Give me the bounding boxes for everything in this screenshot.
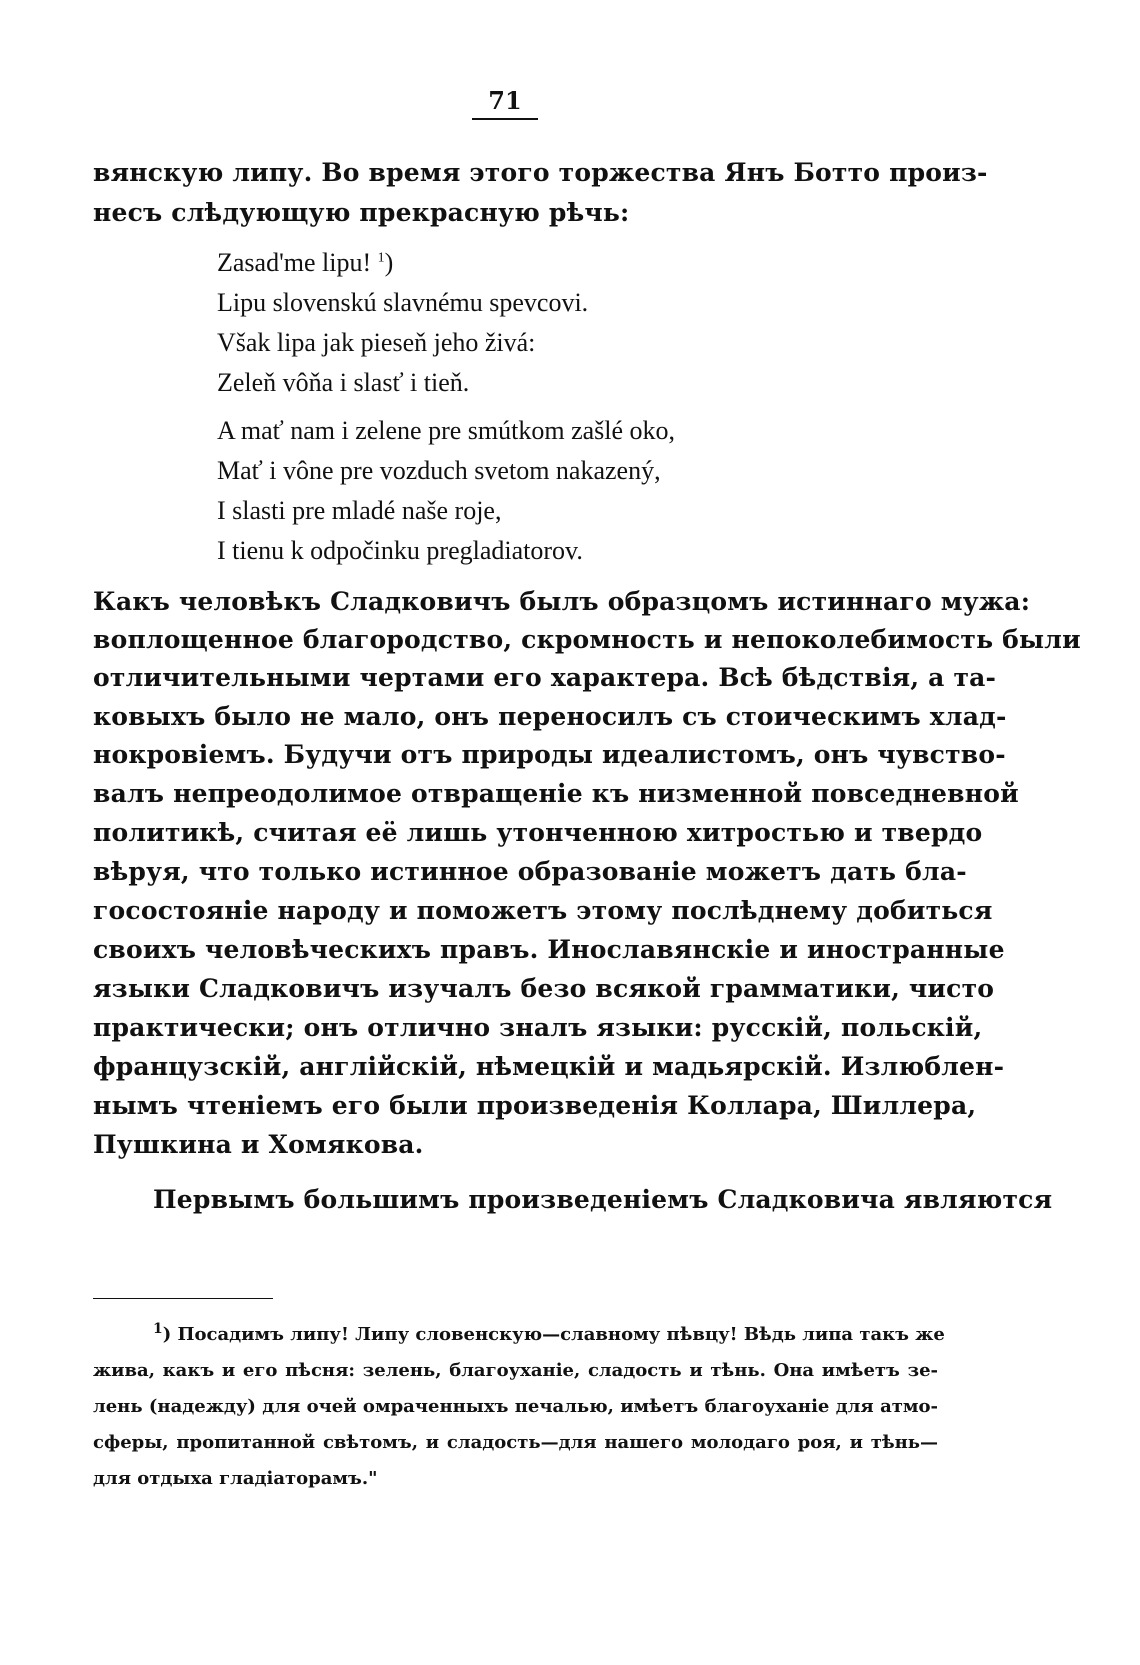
text-line: Пушкина и Хомякова. [93, 1130, 424, 1159]
text-line: языки Сладковичъ изучалъ безо всякой грамматики, чисто [93, 974, 995, 1003]
verse-line: Však lipa jak pieseň jeho živá: [217, 328, 536, 357]
footnote-line: лень (надежду) для очей омраченныхъ печалью, имѣетъ благоуханіе для атмо- [93, 1396, 938, 1417]
footnote-text: ) Посадимъ липу! Липу словенскую—славному пѣвцу! Вѣдь липа такъ же [162, 1324, 945, 1345]
text-line: французскій, англійскій, нѣмецкій и мадьярскій. Излюблен- [93, 1052, 1005, 1081]
text-line: валъ непреодолимое отвращеніе къ низменной повседневной [93, 779, 1019, 808]
text-line: госостояніе народу и поможетъ этому послѣднему добиться [93, 896, 993, 925]
text-line: своихъ человѣческихъ правъ. Инославянскіе и иностранные [93, 935, 1005, 964]
verse-line: A mať nam i zelene pre smútkom zašlé oko, [217, 416, 676, 445]
verse-line: Lipu slovenskú slavnému spevcovi. [217, 288, 589, 317]
verse-line [217, 243, 393, 283]
text-line: практически; онъ отлично зналъ языки: русскій, польскій, [93, 1013, 983, 1042]
page-number-rule [472, 118, 538, 120]
footnote-line [153, 1317, 945, 1353]
text-line: нокровіемъ. Будучи отъ природы идеалистомъ, онъ чувство- [93, 740, 1006, 769]
footnote-rule [93, 1298, 273, 1299]
text-line: нымъ чтеніемъ его были произведенія Коллара, Шиллера, [93, 1091, 977, 1120]
footnote-line: для отдыха гладіаторамъ." [93, 1468, 378, 1489]
verse-text: Zasad'me lipu! [217, 248, 378, 277]
verse-line: I tienu k odpočinku pregladiatorov. [217, 536, 583, 565]
footnote-line: жива, какъ и его пѣсня: зелень, благоуханіе, сладость и тѣнь. Она имѣетъ зе- [93, 1360, 938, 1381]
text-line: отличительными чертами его характера. Всѣ бѣдствія, а та- [93, 663, 997, 692]
text-line: ковыхъ было не мало, онъ переносилъ съ стоическимъ хлад- [93, 702, 1007, 731]
text-line: воплощенное благородство, скромность и непоколебимость были [93, 625, 1081, 654]
text-line: Какъ человѣкъ Сладковичъ былъ образцомъ истиннаго мужа: [93, 587, 1031, 616]
footnote-marker: 1 [377, 250, 385, 266]
footnote-line: сферы, пропитанной свѣтомъ, и сладость—для нашего молодаго роя, и тѣнь— [93, 1432, 938, 1453]
verse-line: Zeleň vôňa i slasť i tieň. [217, 368, 470, 397]
text-line: политикѣ, считая её лишь утонченною хитростью и твердо [93, 818, 983, 847]
text-line: Первымъ большимъ произведеніемъ Сладковича являются [153, 1185, 1053, 1214]
text-line: вѣруя, что только истинное образованіе можетъ дать бла- [93, 857, 967, 886]
verse-text: ) [384, 248, 394, 277]
text-line: вянскую липу. Во время этого торжества Янъ Ботто произ- [93, 158, 988, 187]
verse-line: Mať i vône pre vozduch svetom nakazený, [217, 456, 661, 485]
verse-line: I slasti pre mladé naše roje, [217, 496, 502, 525]
page-number: 71 [488, 86, 522, 115]
text-line: несъ слѣдующую прекрасную рѣчь: [93, 198, 630, 227]
footnote-marker: 1 [153, 1321, 163, 1337]
